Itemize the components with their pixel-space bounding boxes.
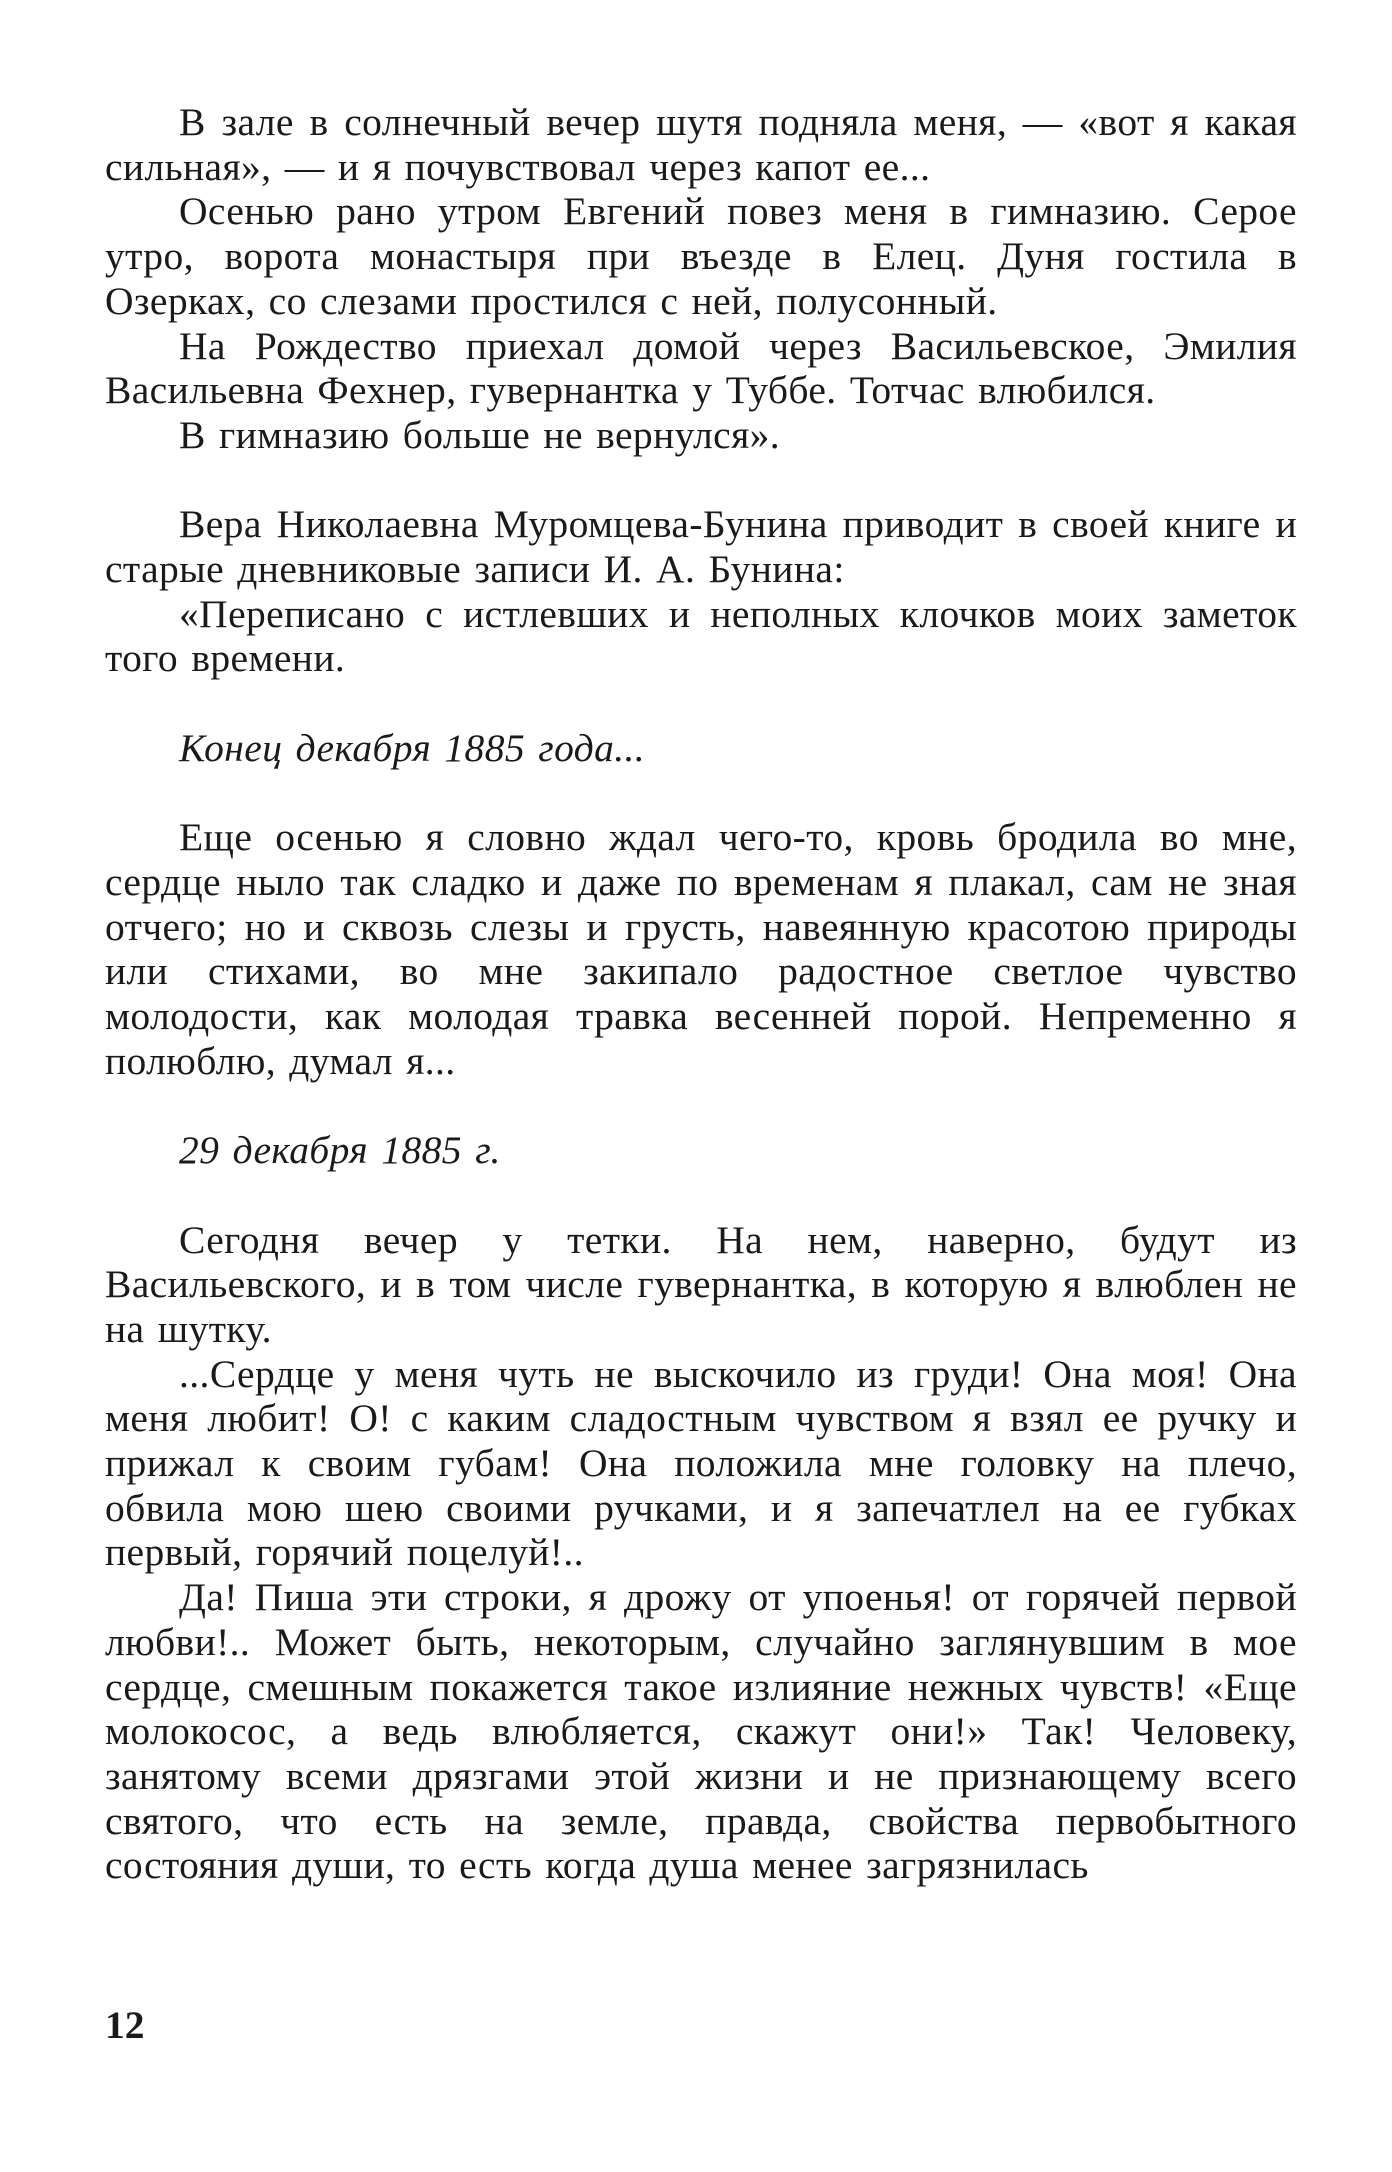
paragraph-hall-memory: В зале в солнечный вечер шутя подняла меня, — «вот я какая сильная», — и я почувствовал через капот ее... [105,100,1297,189]
paragraph-gap [105,771,1297,816]
paragraph-heart-jumped: ...Сердце у меня чуть не выскочило из груди! Она моя! Она меня любит! О! с каким сладостным чувством я взял ее ручку и прижал к своим губам! Она положила мне головку на плечо, обвила мою шею своими ручками, и я запечатлел на ее губках первый, горячий поцелуй!.. [105,1351,1297,1575]
paragraph-evening-at-aunt: Сегодня вечер у тетки. На нем, наверно, будут из Васильевского, и в том числе гувернантка, в которую я влюблен не на шутку. [105,1217,1297,1351]
page-number: 12 [105,2003,145,2047]
paragraph-autumn-waiting: Еще осенью я словно ждал чего-то, кровь бродила во мне, сердце ныло так сладко и даже по временам я плакал, сам не зная отчего; но и сквозь слезы и грусть, навеянную красотою природы или стихами, во мне закипало радостное светлое чувство молодости, как молодая травка весенней порой. Непременно я полюблю, думал я... [105,815,1297,1083]
paragraph-gap [105,681,1297,726]
diary-heading-29-december: 29 декабря 1885 г. [179,1128,501,1173]
paragraph-gap [105,1083,1297,1128]
paragraph-gap [105,458,1297,503]
paragraph-gap [105,1173,1297,1218]
paragraph-first-love: Да! Пиша эти строки, я дрожу от упоенья! от горячей первой любви!.. Может быть, некоторым, случайно заглянувшим в мое сердце, смешным покажется такое излияние нежных чувств! «Еще молокосос, а ведь влюбляется, скажут они!» Так! Человеку, занятому всеми дрязгами этой жизни и не признающему всего святого, что есть на земле, правда, свойства первобытного состояния души, то есть когда душа менее загрязнилась [105,1575,1297,1888]
paragraph-vera-intro: Вера Николаевна Муромцева-Бунина приводит в своей книге и старые дневниковые записи И. А. Бунина: [105,502,1297,592]
diary-heading-end-december: Конец декабря 1885 года... [179,725,646,770]
page-text [105,100,1297,1888]
paragraph-not-returned: В гимназию больше не вернулся». [179,412,781,457]
paragraph-autumn-gymnasium: Осенью рано утром Евгений повез меня в гимназию. Серое утро, ворота монастыря при въезде в Елец. Дуня гостила в Озерках, со слезами простился с ней, полусонный. [105,189,1297,323]
paragraph-christmas: На Рождество приехал домой через Васильевское, Эмилия Васильевна Фехнер, гувернантка у Туббе. Тотчас влюбился. [105,323,1297,413]
paragraph-rewritten-notes: «Переписано с истлевших и неполных клочков моих заметок того времени. [105,591,1297,681]
